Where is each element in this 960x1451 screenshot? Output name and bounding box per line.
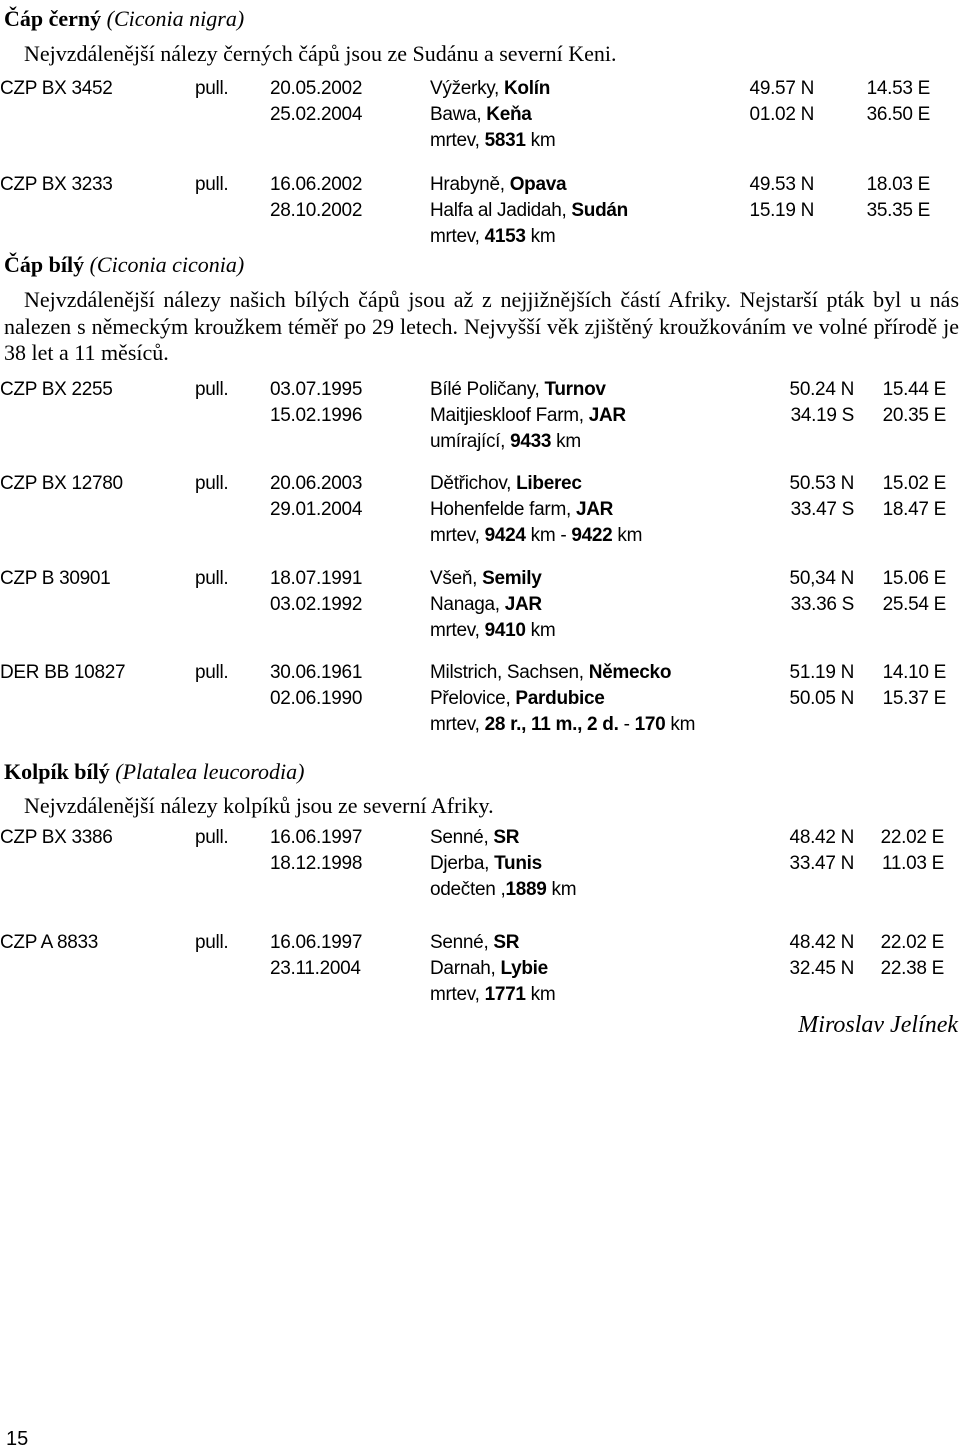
- ring-number: DER BB 10827: [0, 662, 126, 683]
- section-intro-spoonbill: Nejvzdálenější nálezy kolpíků jsou ze severní Afriky.: [24, 793, 494, 818]
- finding-lon: 25.54 E: [882, 594, 946, 615]
- section-title-spoonbill: Kolpík bílý (Platalea leucorodia): [4, 759, 305, 784]
- finding-status: mrtev, 1771 km: [430, 984, 556, 1005]
- ringing-lat: 50,34 N: [789, 568, 854, 589]
- author-signature: Miroslav Jelínek: [798, 1012, 958, 1038]
- ringing-lat: 49.57 N: [749, 78, 814, 99]
- ringing-place: Senné, SR: [430, 827, 520, 848]
- finding-status: odečten ,1889 km: [430, 879, 577, 900]
- record-row: [0, 930, 960, 1020]
- ringing-lat: 48.42 N: [789, 932, 854, 953]
- ringing-date: 16.06.2002: [270, 174, 363, 195]
- finding-date: 29.01.2004: [270, 499, 363, 520]
- finding-lat: 15.19 N: [749, 200, 814, 221]
- ringing-lon: 15.06 E: [882, 568, 946, 589]
- finding-status: mrtev, 9424 km - 9422 km: [430, 525, 643, 546]
- record-row: [0, 825, 960, 915]
- finding-date: 25.02.2004: [270, 104, 363, 125]
- finding-place: Hohenfelde farm, JAR: [430, 499, 614, 520]
- age-class: pull.: [195, 379, 229, 400]
- ring-number: CZP BX 3452: [0, 78, 113, 99]
- ringing-lon: 22.02 E: [880, 827, 944, 848]
- ring-number: CZP BX 12780: [0, 473, 123, 494]
- ring-number: CZP BX 3386: [0, 827, 113, 848]
- ringing-date: 16.06.1997: [270, 932, 363, 953]
- finding-lon: 15.37 E: [882, 688, 946, 709]
- finding-date: 18.12.1998: [270, 853, 363, 874]
- ringing-date: 16.06.1997: [270, 827, 363, 848]
- finding-place: Djerba, Tunis: [430, 853, 542, 874]
- finding-status: mrtev, 5831 km: [430, 130, 556, 151]
- ringing-place: Bílé Poličany, Turnov: [430, 379, 606, 400]
- ringing-date: 20.06.2003: [270, 473, 363, 494]
- record-row: [0, 566, 960, 656]
- ringing-lon: 14.53 E: [866, 78, 930, 99]
- finding-lat: 33.47 S: [790, 499, 854, 520]
- finding-date: 15.02.1996: [270, 405, 363, 426]
- record-row: [0, 172, 960, 262]
- age-class: pull.: [195, 568, 229, 589]
- ringing-lat: 51.19 N: [789, 662, 854, 683]
- record-row: [0, 471, 960, 561]
- record-row: [0, 377, 960, 467]
- section-title-white-stork: Čáp bílý (Ciconia ciconia): [4, 252, 245, 277]
- age-class: pull.: [195, 78, 229, 99]
- ringing-place: Milstrich, Sachsen, Německo: [430, 662, 672, 683]
- finding-lon: 22.38 E: [880, 958, 944, 979]
- finding-lat: 34.19 S: [790, 405, 854, 426]
- finding-place: Nanaga, JAR: [430, 594, 542, 615]
- finding-status: umírající, 9433 km: [430, 431, 581, 452]
- ringing-place: Senné, SR: [430, 932, 520, 953]
- ring-number: CZP A 8833: [0, 932, 99, 953]
- section-title-black-stork: Čáp černý (Ciconia nigra): [4, 6, 245, 31]
- age-class: pull.: [195, 827, 229, 848]
- finding-lon: 18.47 E: [882, 499, 946, 520]
- finding-lat: 33.47 N: [789, 853, 854, 874]
- finding-place: Bawa, Keňa: [430, 104, 532, 125]
- age-class: pull.: [195, 174, 229, 195]
- finding-place: Přelovice, Pardubice: [430, 688, 605, 709]
- finding-lon: 36.50 E: [866, 104, 930, 125]
- age-class: pull.: [195, 932, 229, 953]
- ringing-lon: 15.44 E: [882, 379, 946, 400]
- finding-lat: 33.36 S: [790, 594, 854, 615]
- ringing-lat: 50.24 N: [789, 379, 854, 400]
- ringing-date: 20.05.2002: [270, 78, 363, 99]
- ringing-date: 30.06.1961: [270, 662, 363, 683]
- finding-date: 28.10.2002: [270, 200, 363, 221]
- finding-date: 03.02.1992: [270, 594, 363, 615]
- ringing-lon: 14.10 E: [882, 662, 946, 683]
- ringing-place: Hrabyně, Opava: [430, 174, 567, 195]
- finding-lat: 01.02 N: [749, 104, 814, 125]
- finding-status: mrtev, 4153 km: [430, 226, 556, 247]
- page-number: 15: [6, 1428, 29, 1450]
- finding-date: 23.11.2004: [270, 958, 361, 979]
- record-row: [0, 660, 960, 750]
- finding-place: Darnah, Lybie: [430, 958, 548, 979]
- ringing-place: Výžerky, Kolín: [430, 78, 551, 99]
- section-intro-black-stork: Nejvzdálenější nálezy černých čápů jsou ze Sudánu a severní Keni.: [24, 41, 617, 66]
- finding-lon: 20.35 E: [882, 405, 946, 426]
- ringing-lat: 49.53 N: [749, 174, 814, 195]
- finding-status: mrtev, 9410 km: [430, 620, 556, 641]
- ringing-lon: 15.02 E: [882, 473, 946, 494]
- ringing-lat: 50.53 N: [789, 473, 854, 494]
- finding-lat: 32.45 N: [789, 958, 854, 979]
- ringing-place: Dětřichov, Liberec: [430, 473, 582, 494]
- ring-number: CZP BX 3233: [0, 174, 113, 195]
- ringing-lat: 48.42 N: [789, 827, 854, 848]
- ringing-date: 03.07.1995: [270, 379, 363, 400]
- ringing-lon: 18.03 E: [866, 174, 930, 195]
- ring-number: CZP BX 2255: [0, 379, 113, 400]
- finding-lon: 35.35 E: [866, 200, 930, 221]
- ringing-lon: 22.02 E: [880, 932, 944, 953]
- section-intro-white-stork: Nejvzdálenější nálezy našich bílých čápů jsou až z nejjižnějších částí Afriky. Nejstarší pták byl u nás nalezen s německým kroužkem téměř po 29 letech. Nejvyšší věk zjištěný kroužkováním ve volné přírodě je 38 let a 11 měsíců.: [4, 287, 959, 365]
- age-class: pull.: [195, 473, 229, 494]
- finding-lat: 50.05 N: [789, 688, 854, 709]
- record-row: [0, 76, 960, 166]
- finding-status: mrtev, 28 r., 11 m., 2 d. - 170 km: [430, 714, 696, 735]
- ringing-date: 18.07.1991: [270, 568, 363, 589]
- finding-place: Halfa al Jadidah, Sudán: [430, 200, 628, 221]
- finding-lon: 11.03 E: [882, 853, 944, 874]
- ring-number: CZP B 30901: [0, 568, 111, 589]
- ringing-place: Všeň, Semily: [430, 568, 542, 589]
- finding-place: Maitjieskloof Farm, JAR: [430, 405, 626, 426]
- finding-date: 02.06.1990: [270, 688, 363, 709]
- age-class: pull.: [195, 662, 229, 683]
